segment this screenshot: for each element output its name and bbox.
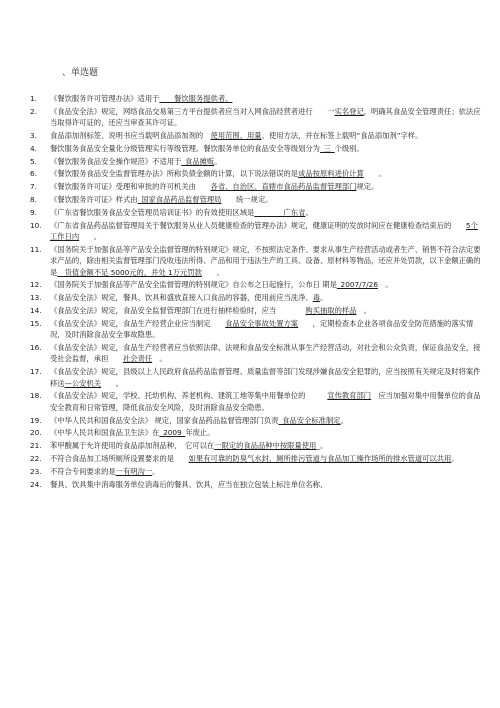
question-number: 15.	[30, 318, 42, 328]
answer-text: 食品安全事故处置方案	[225, 318, 299, 328]
question-text: 《食品安全法》规定，食品生产经营者应当依照法律、法规和食品安全标准从事生产经营活动，对社会和公众负责，保证食品安全，接受社会监督，承担	[50, 342, 481, 364]
answer-text: 一限定的食品品种中按限量使用	[214, 441, 317, 451]
question-number: 1.	[30, 94, 37, 103]
question-item	[30, 194, 485, 205]
question-number: 19.	[30, 415, 42, 425]
question-text: 年废止。	[185, 428, 215, 438]
answer-text: 实名登记	[334, 106, 364, 116]
question-number: 9.	[30, 207, 37, 217]
answer-text: _2009_	[159, 428, 186, 438]
question-item	[30, 130, 485, 141]
question-number: 21.	[30, 441, 42, 451]
question-text: 餐饮服务食品安全量化分级管理实行等级管理。餐饮服务单位的食品安全等级划分为	[50, 143, 320, 153]
question-text: 。	[201, 267, 224, 277]
question-text: 《餐饮服务许可证》受理和审批的许可机关由	[50, 182, 211, 192]
question-item	[30, 93, 485, 104]
question-text: 《食品安全法》规定，学校、托幼机构、养老机构、建筑工地等集中用餐单位的	[50, 391, 328, 401]
question-number: 23.	[30, 466, 42, 476]
question-text: 。	[101, 378, 123, 388]
question-text: 《广东省食品药品监督管理局关于餐饮服务从业人员健康检查的管理办法》规定，健康证明的发放时间应在健康检查结束后的	[50, 220, 466, 230]
question-text: ，明确其食品安全管理责任；依法应当取得许可证的，还应当审查其许可证。	[50, 106, 481, 128]
answer-text: _2007/7/26	[336, 280, 378, 290]
question-text: 《中华人民共和国食品安全法》 规定，国家食品药品监督管理部门负责	[50, 415, 279, 425]
question-item	[30, 415, 485, 426]
question-number: 2.	[30, 106, 37, 116]
question-text: 餐具、饮具集中消毒服务单位消毒后的餐具、饮具，应当在独立包装上标注单位名称、	[50, 479, 328, 489]
answer-text: 宣传教育部门	[327, 391, 372, 401]
question-text: 《餐饮服务许可证》样式由	[50, 194, 138, 204]
question-item	[30, 207, 485, 218]
question-item	[30, 366, 485, 389]
question-text: 。	[214, 156, 222, 166]
question-text: 《食品安全法》规定，县级以上人民政府食品药品监督管理、质量监督等部门发现涉嫌食品安全犯罪的，应当按照有关规定及时将案件移送	[50, 367, 481, 388]
question-item	[30, 106, 485, 129]
question-text: 《中华人民共和国食品卫生法》在	[50, 428, 160, 438]
question-number: 14.	[30, 305, 42, 315]
question-item	[30, 440, 485, 451]
answer-text: _国家食品药品监督管理局	[137, 194, 222, 204]
answer-text: 购买抽取的样品	[305, 305, 357, 315]
question-number: 18.	[30, 391, 42, 401]
question-text: _。	[316, 441, 328, 451]
answer-text: _三_	[319, 143, 335, 153]
question-number: 24.	[30, 479, 42, 489]
question-number: 6.	[30, 169, 37, 179]
question-item	[30, 220, 485, 243]
answer-text: 使用范围、用量	[210, 131, 262, 140]
answer-text: —公安机关	[64, 378, 102, 388]
question-number: 13.	[30, 293, 42, 303]
question-text: 《餐饮服务食品安全监督管理办法》所称负债金额的计算，以下说法错误的是	[50, 169, 299, 179]
question-item	[30, 427, 485, 438]
question-text: 。	[152, 466, 160, 476]
section-title: 、单选题	[62, 68, 99, 78]
answer-text: 社会责任	[122, 354, 153, 364]
answer-text: 一有明沟一	[115, 466, 153, 476]
question-text: 应当加强对集中用餐单位的食品安全教育和日常管理，降低食品安全风险，及时消除食品安全隐患。	[50, 391, 481, 412]
question-text: 、使用方法，并在标签上载明“食品添加剂”字样。	[261, 131, 423, 140]
question-item	[30, 244, 485, 278]
question-item	[30, 453, 485, 464]
question-number: 12.	[30, 280, 42, 290]
question-text: 《国务院关于加强食品等产品安全监督管理的特别规定》自公布之日起施行，公布日 期是	[50, 280, 337, 290]
question-text: 食品添加剂标签、说明书应当载明食品添加剂的	[50, 131, 211, 140]
question-text: 《广东省餐饮服务食品安全管理员培训证书》的有效使用区域是	[50, 207, 255, 217]
question-number: 10.	[30, 220, 42, 230]
question-number: 11.	[30, 244, 42, 254]
answer-text: 如果有可靠的防臭气水封，厕所排污管道与食品加工操作场所的排水管道可以共用	[188, 453, 452, 463]
answer-text: 毒	[312, 293, 320, 303]
answer-text: _食品安全标准制定	[278, 415, 341, 425]
question-text: 个级别。	[334, 143, 364, 153]
question-item	[30, 181, 485, 192]
question-item	[30, 479, 485, 490]
question-text: 不符合专间要求的是	[50, 466, 116, 476]
question-text: 《食品安全法》规定，食品生产经营企业应当制定	[50, 318, 226, 328]
question-text: 《食品安全法》规定，食品安全监督管理部门在进行抽样检验时，应当	[50, 305, 306, 315]
question-text: 。	[319, 293, 328, 303]
question-item	[30, 318, 485, 341]
answer-text: 餐饮服务提供者。	[159, 94, 233, 103]
question-item	[30, 168, 485, 179]
answer-text: 成品按原料进价计算	[298, 169, 364, 179]
question-item	[30, 390, 485, 413]
question-text: 《餐饮服务许可管理办法》适用于	[50, 94, 160, 103]
question-text: 。	[340, 415, 348, 425]
question-item	[30, 342, 485, 365]
question-number: 7.	[30, 182, 37, 192]
question-text: 。	[363, 169, 386, 179]
question-item	[30, 305, 485, 316]
question-text: 苯甲酸属于允许使用的食品添加剂品种， 它可以在	[50, 441, 215, 451]
question-item	[30, 143, 485, 154]
answer-text: 5个工作日内	[50, 220, 478, 241]
question-text: 。	[377, 280, 393, 290]
question-text: 规定。	[356, 182, 379, 192]
question-number: 4.	[30, 143, 37, 153]
question-text: 。	[79, 231, 102, 241]
answer-text: 货值金额不足 5000元的，并处 1万元罚款	[57, 267, 202, 277]
question-number: 20.	[30, 428, 42, 438]
question-item	[30, 292, 485, 303]
question-text: 《国务院关于加强食品等产品安全监督管理的特别规定》规定，不按照法定条件、要求从事生产经营活动或者生产、销售不符合法定要求产品的，除由相关监督管理部门没收违法所得、产品和用于违法生产的工具、设备、原材料等物品，还应并处罚款，以下金额正确的是	[50, 244, 481, 277]
question-list	[30, 93, 485, 491]
answer-text: 各省、自治区、直辖市食品药品监督管理部门	[210, 182, 357, 192]
question-text: 《餐饮服务食品安全操作规范》不适用于	[50, 156, 182, 166]
answer-text: 广东省	[254, 207, 306, 217]
question-number: 22.	[30, 453, 42, 463]
question-item	[30, 279, 485, 290]
question-text: 。	[451, 453, 459, 463]
question-item	[30, 466, 485, 477]
question-text: 。	[305, 207, 313, 217]
question-number: 8.	[30, 194, 37, 204]
question-text: 统一规定。	[221, 194, 273, 204]
question-text: 。	[152, 354, 167, 364]
question-item	[30, 156, 485, 167]
question-text: 。	[356, 305, 372, 315]
question-text: ，定期检查本企业各项食品安全防范措施的落实情况，及时消除食品安全事故隐患。	[50, 318, 474, 340]
question-number: 3.	[30, 131, 37, 140]
question-number: 17.	[30, 367, 42, 377]
question-text: 不符合食品加工场所厕所设置要求的是	[50, 453, 189, 463]
question-number: 5.	[30, 156, 37, 166]
question-number: 16.	[30, 342, 42, 352]
question-text: 《食品安全法》规定，网络食品交易第三方平台提供者应当对入网食品经营者进行 一	[50, 106, 335, 116]
question-text: 《食品安全法》规定，餐具、饮具和盛放直接入口食品的容器，使用前应当洗净、	[50, 293, 313, 303]
answer-text: _食品摊贩	[181, 156, 215, 166]
